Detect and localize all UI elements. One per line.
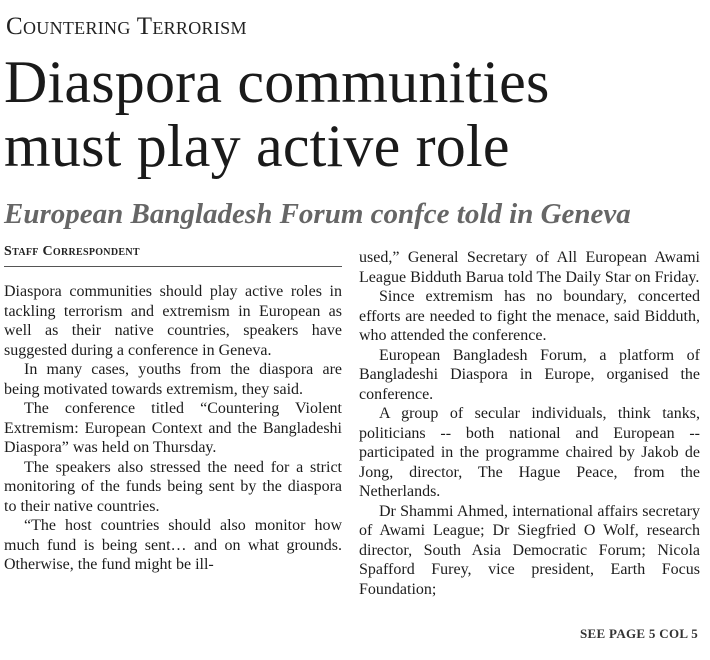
paragraph: In many cases, youths from the diaspora are being motivated towards extremism, they said. bbox=[4, 361, 342, 398]
subheadline: European Bangladesh Forum confce told in Geneva bbox=[4, 198, 631, 230]
paragraph: Diaspora communities should play active roles in tackling terrorism and extremism in European as well as their native countries, speakers have suggested during a conference in Geneva. bbox=[4, 283, 342, 359]
headline-line-1: Diaspora communities bbox=[4, 49, 550, 115]
paragraph: Since extremism has no boundary, concerted efforts are needed to fight the menace, said Bidduth, who attended the conference. bbox=[359, 288, 700, 344]
paragraph: European Bangladesh Forum, a platform of Bangladeshi Diaspora in Europe, organised the conference. bbox=[359, 346, 700, 403]
continued-on-page-link[interactable]: SEE PAGE 5 COL 5 bbox=[580, 626, 698, 641]
byline: Staff Correspondent bbox=[4, 244, 140, 259]
section-kicker: Countering Terrorism bbox=[6, 13, 247, 40]
paragraph: The conference titled “Countering Violent Extremism: European Context and the Bangladeshi Diaspora” was held on Thursday. bbox=[4, 400, 342, 456]
article-column-1 bbox=[4, 282, 342, 575]
headline-line-2: must play active role bbox=[4, 113, 510, 179]
paragraph: “The host countries should also monitor how much fund is being sent… and on what grounds. Otherwise, the fund might be ill- bbox=[4, 517, 342, 573]
byline-divider bbox=[4, 266, 342, 267]
headline bbox=[4, 50, 708, 178]
paragraph: The speakers also stressed the need for a strict monitoring of the funds being sent by the diaspora to their native countries. bbox=[4, 458, 342, 515]
article-column-2 bbox=[359, 248, 700, 599]
paragraph: used,” General Secretary of All European Awami League Bidduth Barua told The Daily Star on Friday. bbox=[359, 249, 700, 286]
paragraph: Dr Shammi Ahmed, international affairs secretary of Awami League; Dr Siegfried O Wolf, research director, South Asia Democratic Forum; Nicola Spafford Furey, vice president, Earth Focus Foundation; bbox=[359, 502, 700, 598]
paragraph: A group of secular individuals, think tanks, politicians -- both national and European -- participated in the programme chaired by Jakob de Jong, director, The Hague Peace, from the Netherlands. bbox=[359, 405, 700, 500]
